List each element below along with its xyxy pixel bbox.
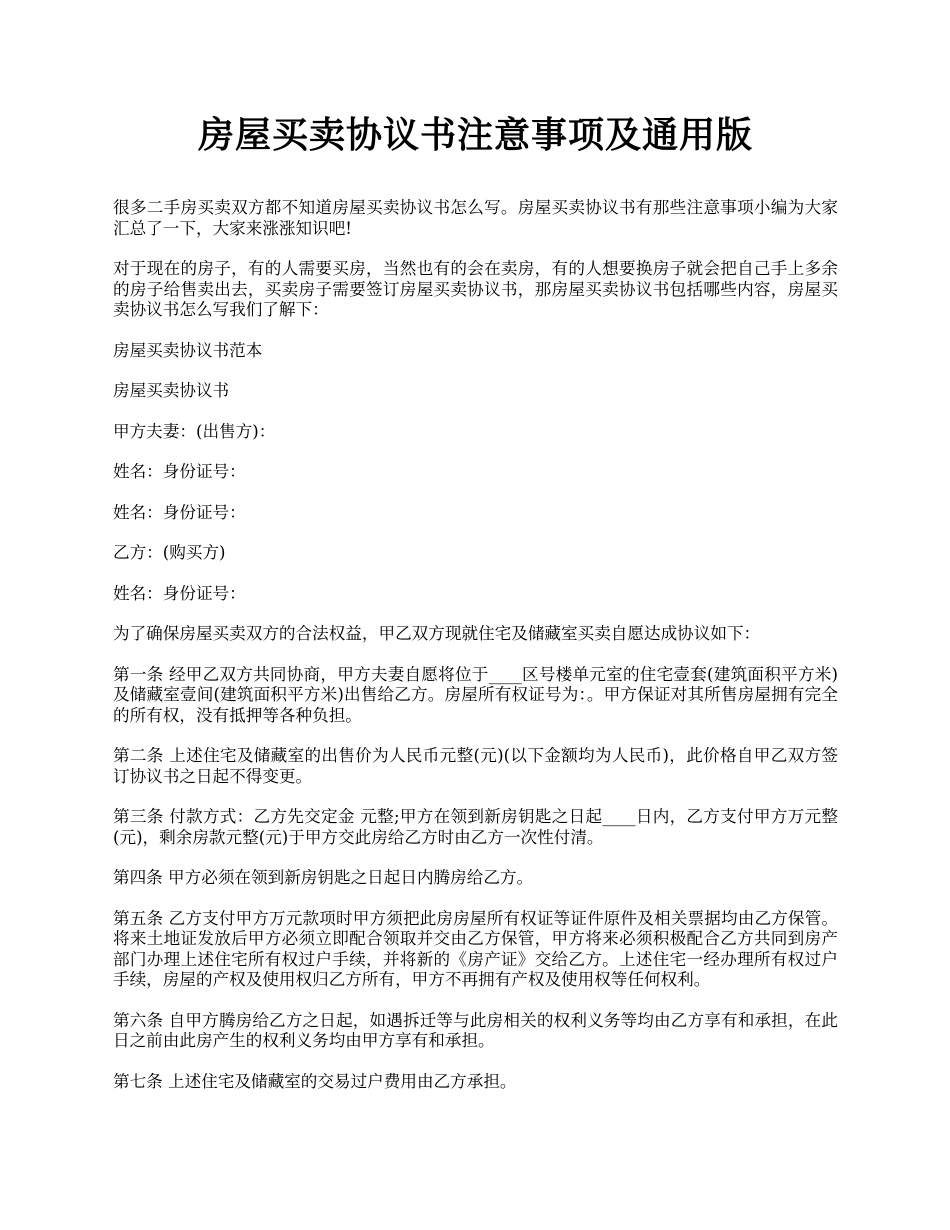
paragraph-article-4: 第四条 甲方必须在领到新房钥匙之日起日内腾房给乙方。 bbox=[113, 868, 534, 887]
paragraph-article-6: 第六条 自甲方腾房给乙方之日起，如遇拆迁等与此房相关的权利义务等均由乙方享有和承担，在此日之前由此房产生的权利义务均由甲方享有和承担。 bbox=[113, 1010, 838, 1050]
paragraph-party-b: 乙方：(购买方) bbox=[113, 543, 226, 562]
paragraph-intro: 很多二手房买卖双方都不知道房屋买卖协议书怎么写。房屋买卖协议书有那些注意事项小编为大家汇总了一下，大家来涨涨知识吧! bbox=[113, 198, 838, 238]
paragraph-party-b-name: 姓名：身份证号： bbox=[113, 583, 246, 603]
paragraph-article-7: 第七条 上述住宅及储藏室的交易过户费用由乙方承担。 bbox=[113, 1071, 517, 1091]
paragraph-template-heading: 房屋买卖协议书范本 bbox=[113, 340, 263, 360]
paragraph-party-a: 甲方夫妻：(出售方)： bbox=[113, 421, 276, 441]
paragraph-article-2: 第二条 上述住宅及储藏室的出售价为人民币元整(元)(以下金额均为人民币)，此价格自甲乙双方签订协议书之日起不得变更。 bbox=[113, 746, 838, 786]
document-body bbox=[113, 198, 838, 1092]
paragraph-article-1: 第一条 经甲乙双方共同协商，甲方夫妻自愿将位于____区号楼单元室的住宅壹套(建筑面积平方米)及储藏室壹间(建筑面积平方米)出售给乙方。房屋所有权证号为：。甲方保证对其所售房屋拥有完全的所有权，没有抵押等各种负担。 bbox=[113, 664, 838, 725]
paragraph-article-3: 第三条 付款方式：乙方先交定金 元整;甲方在领到新房钥匙之日起____日内，乙方支付甲方万元整(元)，剩余房款元整(元)于甲方交此房给乙方时由乙方一次性付清。 bbox=[113, 807, 838, 847]
paragraph-background: 对于现在的房子，有的人需要买房，当然也有的会在卖房，有的人想要换房子就会把自己手上多余的房子给售卖出去，买卖房子需要签订房屋买卖协议书，那房屋买卖协议书包括哪些内容，房屋买卖协议书怎么写我们了解下： bbox=[113, 259, 838, 319]
paragraph-party-a-name-1: 姓名：身份证号： bbox=[113, 462, 246, 481]
paragraph-article-5: 第五条 乙方支付甲方万元款项时甲方须把此房房屋所有权证等证件原件及相关票据均由乙方保管。将来土地证发放后甲方必须立即配合领取并交由乙方保管，甲方将来必须积极配合乙方共同到房产部门办理上述住宅所有权过户手续，并将新的《房产证》交给乙方。上述住宅一经办理所有权过户手续，房屋的产权及使用权归乙方所有，甲方不再拥有产权及使用权等任何权利。 bbox=[113, 908, 838, 989]
paragraph-party-a-name-2: 姓名：身份证号： bbox=[113, 502, 246, 522]
document-title: 房屋买卖协议书注意事项及通用版 bbox=[197, 115, 753, 156]
paragraph-preamble: 为了确保房屋买卖双方的合法权益，甲乙双方现就住宅及储藏室买卖自愿达成协议如下： bbox=[113, 624, 761, 643]
paragraph-agreement-heading: 房屋买卖协议书 bbox=[113, 381, 230, 400]
